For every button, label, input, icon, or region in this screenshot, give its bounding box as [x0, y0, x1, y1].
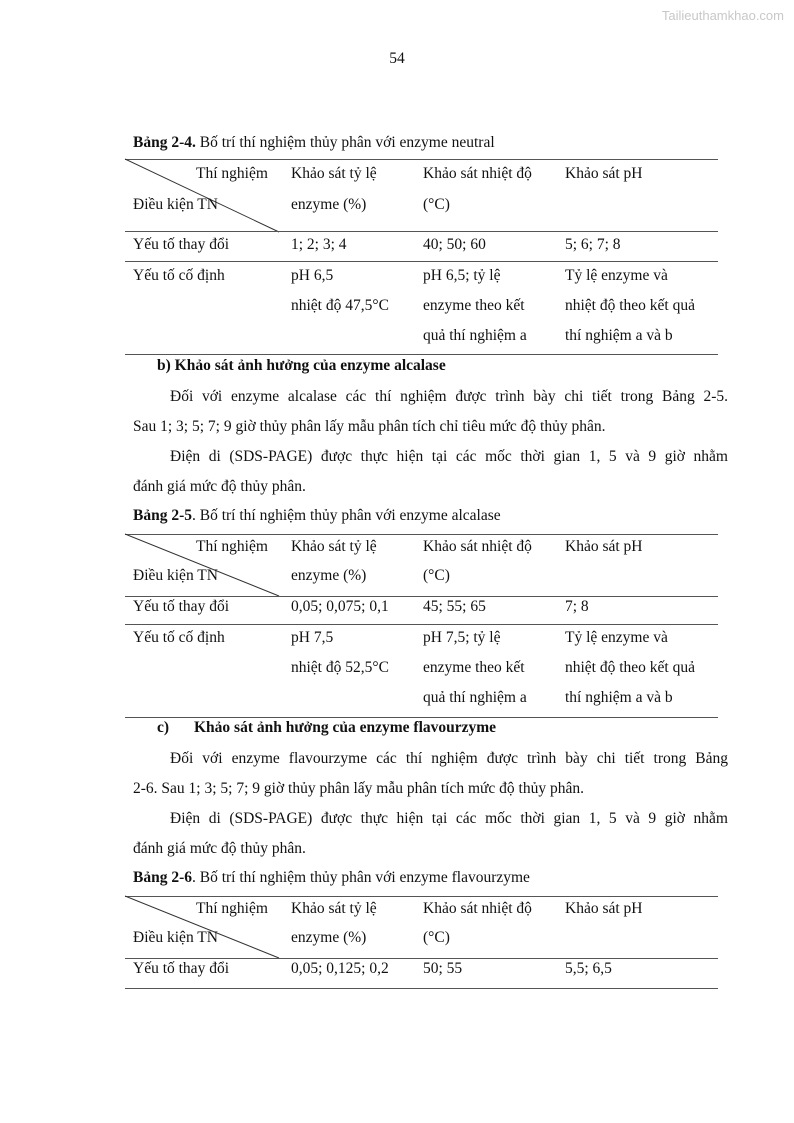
header-conditions: Điều kiện TN — [133, 929, 218, 946]
text-line: Điện di (SDS-PAGE) được thực hiện tại các mốc thời gian 1, 5 và 9 giờ nhằm — [170, 810, 728, 827]
row-fixed-ratio: nhiệt độ 52,5°C — [291, 659, 389, 676]
section-heading-letter: c) — [157, 719, 170, 736]
row-variable-ph: 5; 6; 7; 8 — [565, 236, 621, 253]
header-ph: Khảo sát pH — [565, 165, 643, 182]
header-conditions: Điều kiện TN — [133, 196, 218, 213]
row-variable-ph: 5,5; 6,5 — [565, 960, 612, 977]
paragraph — [133, 744, 728, 864]
row-fixed-temp: quả thí nghiệm a — [423, 689, 527, 706]
row-variable-ratio: 1; 2; 3; 4 — [291, 236, 347, 253]
row-fixed-label: Yếu tố cố định — [133, 629, 225, 646]
row-variable-label: Yếu tố thay đổi — [133, 960, 229, 977]
text-line: Sau 1; 3; 5; 7; 9 giờ thủy phân lấy mẫu phân tích chỉ tiêu mức độ thủy phân. — [133, 418, 606, 435]
header-temp: Khảo sát nhiệt độ — [423, 900, 532, 917]
section-heading: Khảo sát ảnh hưởng của enzyme flavourzyme — [194, 719, 497, 736]
text-line: 2-6. Sau 1; 3; 5; 7; 9 giờ thủy phân lấy mẫu phân tích mức độ thủy phân. — [133, 780, 584, 797]
header-temp-unit: (°C) — [423, 567, 450, 584]
row-fixed-temp: quả thí nghiệm a — [423, 327, 527, 344]
caption-label: Bảng 2-5 — [133, 507, 192, 524]
caption-text: Bố trí thí nghiệm thủy phân với enzyme neutral — [195, 134, 495, 151]
row-fixed-ph: nhiệt độ theo kết quả — [565, 659, 695, 676]
header-conditions: Điều kiện TN — [133, 567, 218, 584]
row-variable-label: Yếu tố thay đổi — [133, 598, 229, 615]
header-ph: Khảo sát pH — [565, 900, 643, 917]
table-2-4 — [125, 159, 718, 356]
caption-text: . Bố trí thí nghiệm thủy phân với enzyme alcalase — [192, 507, 501, 524]
header-temp: Khảo sát nhiệt độ — [423, 538, 532, 555]
table-caption — [133, 869, 530, 887]
row-variable-ratio: 0,05; 0,125; 0,2 — [291, 960, 389, 977]
table-rule — [125, 354, 718, 355]
watermark: Tailieuthamkhao.com — [661, 8, 784, 23]
header-temp-unit: (°C) — [423, 929, 450, 946]
row-fixed-ph: Tỷ lệ enzyme và — [565, 267, 668, 284]
row-fixed-temp: pH 7,5; tỷ lệ — [423, 629, 501, 646]
header-temp-unit: (°C) — [423, 196, 450, 213]
row-variable-ph: 7; 8 — [565, 598, 589, 615]
header-ph: Khảo sát pH — [565, 538, 643, 555]
table-caption — [133, 507, 501, 525]
caption-label: Bảng 2-4. — [133, 134, 196, 151]
row-fixed-ratio: pH 6,5 — [291, 267, 334, 284]
row-fixed-ph: nhiệt độ theo kết quả — [565, 297, 695, 314]
table-caption — [133, 134, 495, 152]
row-fixed-ph: thí nghiệm a và b — [565, 689, 673, 706]
caption-text: . Bố trí thí nghiệm thủy phân với enzyme flavourzyme — [192, 869, 530, 886]
row-fixed-label: Yếu tố cố định — [133, 267, 225, 284]
row-fixed-temp: pH 6,5; tỷ lệ — [423, 267, 501, 284]
header-ratio-unit: enzyme (%) — [291, 567, 367, 584]
text-line: Đối với enzyme alcalase các thí nghiệm được trình bày chi tiết trong Bảng 2-5. — [170, 388, 728, 405]
header-experiment: Thí nghiệm — [196, 900, 268, 917]
row-variable-temp: 45; 55; 65 — [423, 598, 486, 615]
header-ratio: Khảo sát tỷ lệ — [291, 900, 377, 917]
row-variable-temp: 40; 50; 60 — [423, 236, 486, 253]
table-2-6 — [125, 896, 718, 990]
header-temp: Khảo sát nhiệt độ — [423, 165, 532, 182]
row-fixed-temp: enzyme theo kết — [423, 659, 525, 676]
text-line: Điện di (SDS-PAGE) được thực hiện tại các mốc thời gian 1, 5 và 9 giờ nhằm — [170, 448, 728, 465]
header-ratio-unit: enzyme (%) — [291, 196, 367, 213]
row-fixed-temp: enzyme theo kết — [423, 297, 525, 314]
table-rule — [125, 717, 718, 718]
header-ratio: Khảo sát tỷ lệ — [291, 165, 377, 182]
page-number: 54 — [389, 50, 405, 67]
caption-label: Bảng 2-6 — [133, 869, 192, 886]
header-ratio-unit: enzyme (%) — [291, 929, 367, 946]
table-rule — [125, 988, 718, 989]
text-line: Đối với enzyme flavourzyme các thí nghiệm được trình bày chi tiết trong Bảng — [170, 750, 728, 767]
row-fixed-ph: thí nghiệm a và b — [565, 327, 673, 344]
row-variable-temp: 50; 55 — [423, 960, 463, 977]
table-2-5 — [125, 534, 718, 718]
row-fixed-ph: Tỷ lệ enzyme và — [565, 629, 668, 646]
row-variable-label: Yếu tố thay đổi — [133, 236, 229, 253]
section-heading: b) Khảo sát ảnh hưởng của enzyme alcalase — [157, 357, 446, 374]
row-variable-ratio: 0,05; 0,075; 0,1 — [291, 598, 389, 615]
header-experiment: Thí nghiệm — [196, 538, 268, 555]
row-fixed-ratio: pH 7,5 — [291, 629, 334, 646]
header-ratio: Khảo sát tỷ lệ — [291, 538, 377, 555]
row-fixed-ratio: nhiệt độ 47,5°C — [291, 297, 389, 314]
text-line: đánh giá mức độ thủy phân. — [133, 478, 306, 495]
text-line: đánh giá mức độ thủy phân. — [133, 840, 306, 857]
paragraph — [133, 382, 728, 502]
header-experiment: Thí nghiệm — [196, 165, 268, 182]
